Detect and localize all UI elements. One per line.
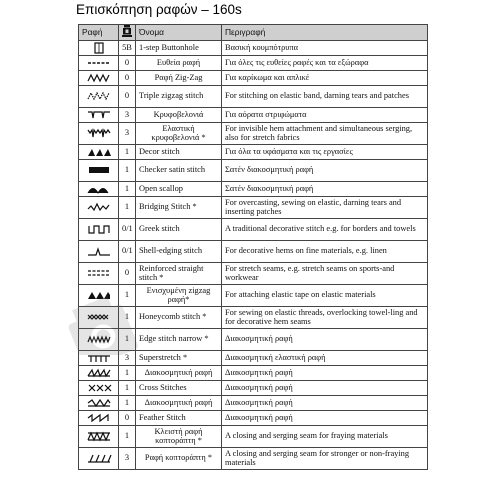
superstretch-stitch-icon <box>86 352 112 364</box>
presser-foot-cell: 1 <box>119 306 136 328</box>
table-row <box>79 425 428 447</box>
stitch-name: Checker satin stitch <box>136 159 222 181</box>
stitch-description: For decorative hems on fine materials, e.g. linen <box>222 240 428 262</box>
table-row <box>79 328 428 350</box>
table-row <box>79 196 428 218</box>
stitch-description: Διακοσμητική ραφή <box>222 410 428 425</box>
stitch-name: Triple zigzag stitch <box>136 85 222 107</box>
stitch-name: Ραφή Zig-Zag <box>136 70 222 85</box>
reinforced-straight-stitch-icon <box>86 267 112 279</box>
presser-foot-cell: 1 <box>119 328 136 350</box>
table-header-row <box>79 25 428 41</box>
stitch-pattern-cell <box>79 328 119 350</box>
table-row <box>79 85 428 107</box>
stitch-description: A closing and serging seam for fraying materials <box>222 425 428 447</box>
table-row <box>79 410 428 425</box>
header-stitch: Ραφή <box>79 25 119 41</box>
decorative-stitch-a-icon <box>86 367 112 379</box>
honeycomb-stitch-icon <box>86 311 112 323</box>
elastic-blind-hem-stitch-icon <box>86 127 112 139</box>
presser-foot-cell: 0 <box>119 410 136 425</box>
table-row <box>79 350 428 365</box>
stitch-name: Edge stitch narrow * <box>136 328 222 350</box>
stitch-pattern-cell <box>79 40 119 55</box>
stitch-description: Για όλες τις ευθείες ραφές και τα εξώραφα <box>222 55 428 70</box>
table-row <box>79 447 428 469</box>
stitch-pattern-cell <box>79 447 119 469</box>
stitch-pattern-cell <box>79 350 119 365</box>
bridging-stitch-icon <box>86 201 112 213</box>
stitch-pattern-cell <box>79 107 119 122</box>
decorative-stitch-b-icon <box>86 397 112 409</box>
stitch-description: Διακοσμητική ραφή <box>222 380 428 395</box>
decor-stitch-icon <box>86 146 112 158</box>
stitch-description: Σατέν διακοσμητική ραφή <box>222 159 428 181</box>
table-row <box>79 365 428 380</box>
stitch-pattern-cell <box>79 70 119 85</box>
stitch-description: For stretch seams, e.g. stretch seams on sports-and workwear <box>222 262 428 284</box>
stitch-name: Feather Stitch <box>136 410 222 425</box>
presser-foot-cell: 1 <box>119 144 136 159</box>
stitch-description: Διακοσμητική ραφή <box>222 395 428 410</box>
presser-foot-cell: 0 <box>119 85 136 107</box>
table-row <box>79 122 428 144</box>
table-row <box>79 284 428 306</box>
presser-foot-cell: 0 <box>119 262 136 284</box>
presser-foot-cell: 1 <box>119 181 136 196</box>
stitch-name: Ελαστική κρυφοβελονιά * <box>136 122 222 144</box>
stitch-pattern-cell <box>79 306 119 328</box>
presser-foot-cell: 0/1 <box>119 218 136 240</box>
stitch-name: Bridging Stitch * <box>136 196 222 218</box>
stitch-description: Διακοσμητική ραφή <box>222 365 428 380</box>
presser-foot-cell: 1 <box>119 365 136 380</box>
presser-foot-cell: 1 <box>119 159 136 181</box>
header-presser-foot <box>119 25 136 41</box>
table-row <box>79 240 428 262</box>
stitch-name: Decor stitch <box>136 144 222 159</box>
presser-foot-cell: 1 <box>119 380 136 395</box>
stitch-description: For stitching on elastic band, darning tears and patches <box>222 85 428 107</box>
presser-foot-cell: 1 <box>119 284 136 306</box>
table-row <box>79 395 428 410</box>
stitch-pattern-cell <box>79 181 119 196</box>
stitch-description: A closing and serging seam for stronger or non-fraying materials <box>222 447 428 469</box>
stitch-pattern-cell <box>79 410 119 425</box>
header-description: Περιγραφή <box>222 25 428 41</box>
stitch-pattern-cell <box>79 144 119 159</box>
shell-edging-stitch-icon <box>86 245 112 257</box>
stitch-name: Κλειστή ραφή κοπτοράπτη * <box>136 425 222 447</box>
stitch-name: Ευθεία ραφή <box>136 55 222 70</box>
stitch-name: Greek stitch <box>136 218 222 240</box>
stitch-pattern-cell <box>79 196 119 218</box>
stitch-pattern-cell <box>79 159 119 181</box>
stitch-pattern-cell <box>79 240 119 262</box>
stitch-pattern-cell <box>79 262 119 284</box>
stitch-name: Superstretch * <box>136 350 222 365</box>
straight-stitch-icon <box>86 57 112 69</box>
table-row <box>79 380 428 395</box>
table-row <box>79 40 428 55</box>
edge-stitch-narrow-icon <box>86 333 112 345</box>
stitch-name: Κρυφοβελονιά <box>136 107 222 122</box>
stitch-pattern-cell <box>79 395 119 410</box>
presser-foot-cell: 1 <box>119 425 136 447</box>
stitch-name: 1-step Buttonhole <box>136 40 222 55</box>
table-row <box>79 306 428 328</box>
stitch-pattern-cell <box>79 55 119 70</box>
presser-foot-cell: 0/1 <box>119 240 136 262</box>
presser-foot-cell: 0 <box>119 55 136 70</box>
table-row <box>79 55 428 70</box>
stitch-name: Ενισχυμένη zigzag ραφή* <box>136 284 222 306</box>
stitch-name: Ραφή κοπτοράπτη * <box>136 447 222 469</box>
page-title: Επισκόπηση ραφών – 160s <box>76 2 242 17</box>
presser-foot-cell: 0 <box>119 70 136 85</box>
presser-foot-cell: 1 <box>119 395 136 410</box>
stitch-description: For overcasting, sewing on elastic, darning tears and inserting patches <box>222 196 428 218</box>
header-name: Όνομα <box>136 25 222 41</box>
feather-stitch-icon <box>86 412 112 424</box>
stitch-description: A traditional decorative stitch e.g. for borders and towels <box>222 218 428 240</box>
stitch-pattern-cell <box>79 425 119 447</box>
stitch-description: Σατέν διακοσμητική ραφή <box>222 181 428 196</box>
stitch-description: Βασική κουμπότρυπα <box>222 40 428 55</box>
presser-foot-icon <box>122 25 132 37</box>
table-row <box>79 218 428 240</box>
table-row <box>79 107 428 122</box>
table-row <box>79 181 428 196</box>
cross-stitch-icon <box>86 382 112 394</box>
stitch-description: For attaching elastic tape on elastic materials <box>222 284 428 306</box>
presser-foot-cell: 5B <box>119 40 136 55</box>
closed-overlock-stitch-icon <box>86 430 112 442</box>
stitch-description: For invisible hem attachment and simultaneous serging, also for stretch fabrics <box>222 122 428 144</box>
stitch-description: Για όλα τα υφάσματα και τις εργασίες <box>222 144 428 159</box>
stitch-description: Για αόρατα στριφώματα <box>222 107 428 122</box>
stitch-pattern-cell <box>79 122 119 144</box>
checker-satin-stitch-icon <box>86 164 112 176</box>
overlock-stitch-icon <box>86 452 112 464</box>
table-row <box>79 144 428 159</box>
greek-stitch-icon <box>86 223 112 235</box>
stitch-name: Shell-edging stitch <box>136 240 222 262</box>
table-row <box>79 70 428 85</box>
presser-foot-cell: 1 <box>119 196 136 218</box>
stitch-description: Διακοσμητική ραφή <box>222 328 428 350</box>
blind-hem-stitch-icon <box>86 109 112 121</box>
presser-foot-cell: 3 <box>119 447 136 469</box>
stitch-overview-table <box>78 24 428 470</box>
zigzag-stitch-icon <box>86 72 112 84</box>
stitch-name: Honeycomb stitch * <box>136 306 222 328</box>
presser-foot-cell: 3 <box>119 350 136 365</box>
stitch-name: Διακοσμητική ραφή <box>136 365 222 380</box>
presser-foot-cell: 3 <box>119 122 136 144</box>
triple-zigzag-stitch-icon <box>86 90 112 102</box>
stitch-description: For sewing on elastic threads, overlocking towel-ling and for decorative hem seams <box>222 306 428 328</box>
table-row <box>79 262 428 284</box>
reinforced-zigzag-stitch-icon <box>86 289 112 301</box>
table-row <box>79 159 428 181</box>
stitch-name: Reinforced straight stitch * <box>136 262 222 284</box>
stitch-name: Open scallop <box>136 181 222 196</box>
buttonhole-stitch-icon <box>86 42 112 54</box>
stitch-pattern-cell <box>79 284 119 306</box>
stitch-name: Διακοσμητική ραφή <box>136 395 222 410</box>
stitch-description: Διακοσμητική ελαστική ραφή <box>222 350 428 365</box>
stitch-pattern-cell <box>79 365 119 380</box>
stitch-name: Cross Stitches <box>136 380 222 395</box>
stitch-pattern-cell <box>79 218 119 240</box>
stitch-pattern-cell <box>79 380 119 395</box>
stitch-pattern-cell <box>79 85 119 107</box>
open-scallop-stitch-icon <box>86 183 112 195</box>
presser-foot-cell: 3 <box>119 107 136 122</box>
stitch-description: Για καρίκωμα και απλικέ <box>222 70 428 85</box>
